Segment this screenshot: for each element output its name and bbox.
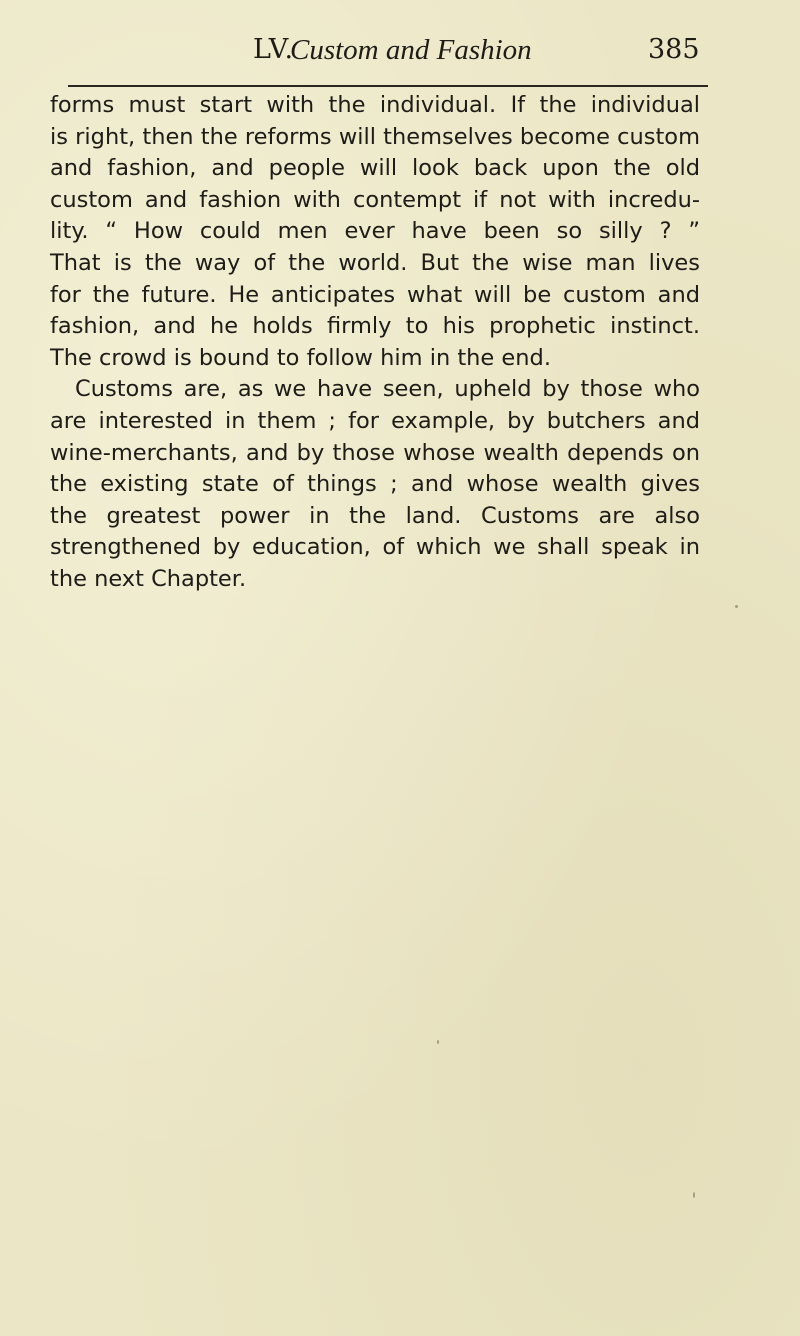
- text-line: fashion, and he holds firmly to his prophetic instinct.: [50, 313, 700, 340]
- text-line: lity. “ How could men ever have been so silly ? ”: [50, 218, 700, 245]
- paper-speck: [693, 1192, 695, 1198]
- text-line: Customs are, as we have seen, upheld by those who: [75, 376, 700, 403]
- text-line: wine-merchants, and by those whose wealth depends on: [50, 439, 700, 466]
- text-line: strengthened by education, of which we shall speak in: [50, 534, 700, 561]
- text-line: is right, then the reforms will themselves become custom: [50, 123, 700, 150]
- text-line: the next Chapter.: [50, 565, 247, 592]
- header-rule: [68, 85, 708, 87]
- body-text: [50, 90, 700, 596]
- text-line: custom and fashion with contempt if not with incredu-: [50, 186, 700, 213]
- text-line: the greatest power in the land. Customs are also: [50, 502, 700, 529]
- text-line: That is the way of the world. But the wise man lives: [50, 249, 700, 276]
- text-line: for the future. He anticipates what will be custom and: [50, 281, 700, 308]
- paper-speck: [735, 605, 738, 608]
- text-line: and fashion, and people will look back upon the old: [50, 155, 700, 182]
- page-number: 385: [648, 34, 700, 65]
- text-line: forms must start with the individual. If the individual: [50, 92, 700, 118]
- chapter-title: Custom and Fashion: [290, 34, 532, 66]
- chapter-number: LV.: [253, 34, 295, 65]
- text-line: The crowd is bound to follow him in the end.: [50, 344, 551, 371]
- paper-speck: [437, 1040, 439, 1044]
- text-line: the existing state of things ; and whose wealth gives: [50, 471, 700, 498]
- running-head: [0, 34, 800, 74]
- text-line: are interested in them ; for example, by butchers and: [50, 407, 700, 434]
